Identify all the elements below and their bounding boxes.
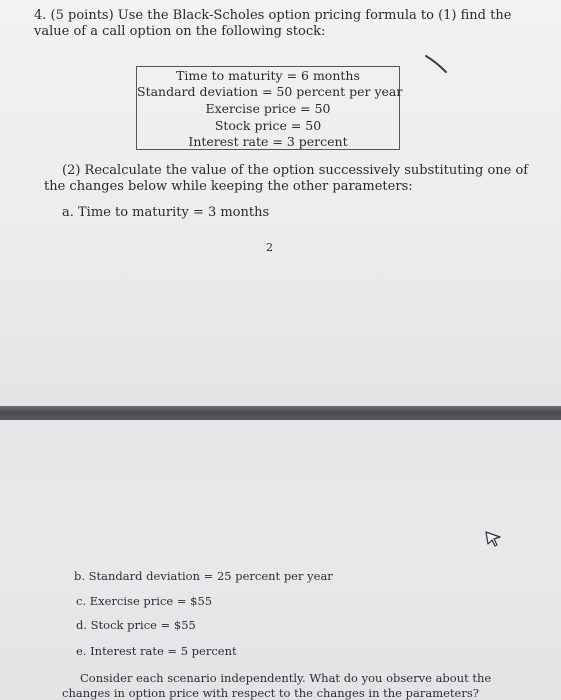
closing-line-1: Consider each scenario independently. What do you observe about the [80, 671, 492, 685]
mouse-pointer-icon [483, 529, 503, 549]
param-standard-deviation: Standard deviation = 50 percent per year [137, 84, 403, 99]
pen-stroke-icon [424, 52, 448, 74]
part2-line-2: the changes below while keeping the other parameters: [44, 179, 413, 194]
question-line-2: value of a call option on the following stock: [34, 24, 326, 39]
closing-line-2: changes in option price with respect to the changes in the parameters? [62, 686, 479, 700]
item-a-time-to-maturity: a. Time to maturity = 3 months [62, 205, 270, 220]
item-b-standard-deviation: b. Standard deviation = 25 percent per year [74, 569, 333, 583]
item-d-stock-price: d. Stock price = $55 [76, 618, 196, 632]
param-stock-price: Stock price = 50 [214, 118, 322, 133]
document-page-bottom [0, 420, 561, 700]
param-time-to-maturity: Time to maturity = 6 months [176, 68, 360, 83]
page-number: 2 [266, 241, 273, 254]
item-e-interest-rate: e. Interest rate = 5 percent [76, 644, 237, 658]
part2-line-1: (2) Recalculate the value of the option successively substituting one of [62, 163, 529, 178]
parameters-box [136, 66, 403, 150]
param-exercise-price: Exercise price = 50 [205, 101, 331, 116]
item-c-exercise-price: c. Exercise price = $55 [76, 594, 213, 608]
question-line-1: 4. (5 points) Use the Black-Scholes option pricing formula to (1) find the [34, 8, 512, 23]
param-interest-rate: Interest rate = 3 percent [188, 134, 348, 149]
